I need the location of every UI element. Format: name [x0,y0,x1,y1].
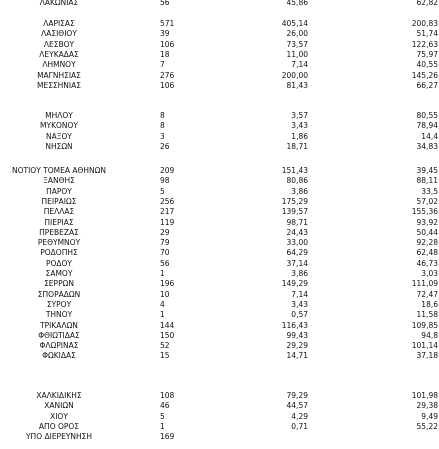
region-name-cell: ΝΟΤΙΟΥ ΤΟΜΕΑ ΑΘΗΝΩΝ [11,166,106,175]
region-name-cell: ΤΡΙΚΑΛΩΝ [40,320,78,330]
region-name-cell: ΡΟΔΟΥ [45,258,73,268]
value-b-cell: 44,57 [286,401,308,411]
value-b-cell: 14,71 [286,351,308,361]
region-name-cell: ΥΠΟ ΔΙΕΡΕΥΝΗΣΗ [25,432,93,442]
region-name-cell: ΣΥΡΟΥ [46,299,72,309]
value-b-cell: 175,29 [281,196,308,206]
region-name-cell: ΜΗΛΟΥ [45,111,73,120]
value-a-cell: 571 [160,19,175,28]
value-a-cell: 79 [160,238,170,248]
region-name-cell: ΠΕΙΡΑΙΩΣ [41,196,77,206]
table-row [0,29,439,39]
value-a-cell: 70 [160,248,170,258]
region-name-cell: ΠΡΕΒΕΖΑΣ [39,227,79,237]
value-a-cell: 5 [160,411,165,421]
table-row [0,279,439,289]
table-row [0,218,439,228]
value-c-cell: 80,55 [416,111,438,120]
region-name-cell: ΣΑΜΟΥ [45,269,73,278]
region-name-cell: ΜΕΣΣΗΝΙΑΣ [36,80,82,90]
table-row [0,197,439,207]
value-a-cell: 5 [160,186,165,196]
value-a-cell: 196 [160,279,175,289]
table-row [0,187,439,197]
table-row [0,321,439,331]
value-c-cell: 155,36 [411,207,438,217]
region-name-cell: ΡΕΘΥΜΝΟΥ [37,238,81,248]
table-row [0,142,439,152]
region-name-cell: ΣΠΟΡΑΔΩΝ [37,289,81,299]
region-name-cell: ΧΑΝΙΩΝ [44,401,74,411]
value-b-cell: 18,71 [286,141,308,151]
table-row [0,132,439,142]
value-c-cell: 92,28 [416,238,438,248]
value-a-cell: 56 [160,0,170,7]
table-row [0,121,439,131]
table-row [0,391,439,401]
region-name-cell: ΝΑΞΟΥ [46,131,72,141]
region-name-cell: ΛΗΜΝΟΥ [42,60,76,70]
value-c-cell: 34,83 [416,141,438,151]
value-a-cell: 217 [160,207,175,217]
region-name-cell: ΠΙΕΡΙΑΣ [44,217,74,227]
value-a-cell: 46 [160,401,170,411]
value-c-cell: 14,4 [421,131,438,141]
value-c-cell: 50,44 [416,227,438,237]
region-name-cell: ΦΛΩΡΙΝΑΣ [39,341,79,351]
table-row [0,331,439,341]
value-c-cell: 93,92 [416,217,438,227]
value-a-cell: 15 [160,351,170,361]
value-a-cell: 150 [160,330,175,340]
value-b-cell: 11,00 [286,49,308,59]
table-row [0,111,439,121]
value-b-cell: 98,71 [286,217,308,227]
value-b-cell: 139,57 [281,207,308,217]
value-a-cell: 8 [160,111,165,120]
value-c-cell: 11,58 [416,310,438,320]
table-row [0,412,439,422]
value-a-cell: 39 [160,29,170,39]
value-a-cell: 256 [160,196,175,206]
value-c-cell: 40,55 [416,60,438,70]
table-row [0,50,439,60]
value-b-cell: 37,14 [286,258,308,268]
region-name-cell: ΤΗΝΟΥ [45,310,73,320]
value-c-cell: 29,38 [416,401,438,411]
value-a-cell: 18 [160,49,170,59]
table-row [0,60,439,70]
table-row [0,300,439,310]
region-name-cell: ΧΑΛΚΙΔΙΚΗΣ [36,391,82,400]
value-b-cell: 3,43 [291,299,308,309]
table-row [0,0,439,8]
region-name-cell: ΦΘΙΩΤΙΔΑΣ [38,330,80,340]
value-b-cell: 151,43 [281,166,308,175]
value-c-cell: 55,22 [416,421,438,431]
value-c-cell: 18,6 [421,299,438,309]
region-name-cell: ΛΑΚΩΝΙΑΣ [39,0,79,7]
value-b-cell: 81,43 [286,80,308,90]
value-a-cell: 106 [160,80,175,90]
table-row [0,422,439,432]
value-c-cell: 57,02 [416,196,438,206]
value-a-cell: 29 [160,227,170,237]
value-c-cell: 78,94 [416,121,438,131]
value-a-cell: 106 [160,39,175,49]
value-b-cell: 3,43 [291,121,308,131]
region-name-cell: ΡΟΔΟΠΗΣ [40,248,78,258]
region-name-cell: ΜΥΚΟΝΟΥ [40,121,78,131]
region-name-cell: ΧΙΟΥ [50,411,68,421]
value-b-cell: 3,57 [291,111,308,120]
value-a-cell: 276 [160,70,175,80]
value-c-cell: 111,09 [411,279,438,289]
value-c-cell: 46,73 [416,258,438,268]
region-name-cell: ΜΑΓΝΗΣΙΑΣ [37,70,81,80]
table-row [0,310,439,320]
value-c-cell: 145,26 [411,70,438,80]
value-b-cell: 26,00 [286,29,308,39]
region-name-cell: ΦΩΚΙΔΑΣ [42,351,76,361]
value-c-cell: 101,98 [411,391,438,400]
value-c-cell: 88,11 [416,176,438,186]
table-row [0,40,439,50]
region-name-cell: ΛΕΣΒΟΥ [43,39,75,49]
value-a-cell: 1 [160,310,165,320]
value-a-cell: 169 [160,432,175,442]
table-row [0,238,439,248]
value-c-cell: 9,49 [421,411,438,421]
table-row [0,401,439,411]
value-b-cell: 3,86 [291,186,308,196]
table-row [0,351,439,361]
value-b-cell: 73,57 [286,39,308,49]
value-c-cell: 72,47 [416,289,438,299]
value-a-cell: 3 [160,131,165,141]
value-b-cell: 0,57 [291,310,308,320]
value-b-cell: 116,43 [281,320,308,330]
value-b-cell: 3,86 [291,269,308,278]
value-b-cell: 29,29 [286,341,308,351]
table-row [0,290,439,300]
region-name-cell: ΣΕΡΡΩΝ [44,279,74,289]
value-c-cell: 39,45 [416,166,438,175]
table-row [0,81,439,91]
value-a-cell: 98 [160,176,170,186]
value-c-cell: 51,74 [416,29,438,39]
region-name-cell: ΛΕΥΚΑΔΑΣ [39,49,79,59]
table-row [0,166,439,176]
value-c-cell: 109,85 [411,320,438,330]
value-c-cell: 37,18 [416,351,438,361]
value-a-cell: 8 [160,121,165,131]
value-a-cell: 56 [160,258,170,268]
value-b-cell: 79,29 [286,391,308,400]
table-row [0,176,439,186]
value-a-cell: 144 [160,320,175,330]
value-a-cell: 1 [160,421,165,431]
table-row [0,228,439,238]
value-c-cell: 3,03 [421,269,438,278]
value-a-cell: 1 [160,269,165,278]
value-b-cell: 0,71 [291,421,308,431]
region-name-cell: ΑΠΟ ΟΡΟΣ [38,421,80,431]
value-a-cell: 52 [160,341,170,351]
value-a-cell: 4 [160,299,165,309]
value-c-cell: 66,27 [416,80,438,90]
region-name-cell: ΠΑΡΟΥ [46,186,72,196]
value-b-cell: 149,29 [281,279,308,289]
table-row [0,341,439,351]
value-b-cell: 405,14 [281,19,308,28]
value-b-cell: 80,86 [286,176,308,186]
value-c-cell: 33,5 [421,186,438,196]
value-c-cell: 94,8 [421,330,438,340]
region-name-cell: ΛΑΣΙΘΙΟΥ [41,29,77,39]
value-b-cell: 64,29 [286,248,308,258]
table-row [0,432,439,442]
value-c-cell: 75,97 [416,49,438,59]
value-c-cell: 200,83 [411,19,438,28]
value-b-cell: 33,00 [286,238,308,248]
region-name-cell: ΝΗΣΩΝ [45,141,73,151]
value-c-cell: 101,14 [411,341,438,351]
value-a-cell: 209 [160,166,175,175]
table-row [0,207,439,217]
value-b-cell: 7,14 [291,60,308,70]
value-c-cell: 62,48 [416,248,438,258]
value-b-cell: 99,43 [286,330,308,340]
table-row [0,269,439,279]
table-row [0,19,439,29]
table-row [0,248,439,258]
value-b-cell: 7,14 [291,289,308,299]
value-b-cell: 45,86 [286,0,308,7]
value-c-cell: 62,82 [416,0,438,7]
value-a-cell: 26 [160,141,170,151]
value-c-cell: 122,63 [411,39,438,49]
value-a-cell: 119 [160,217,175,227]
region-name-cell: ΛΑΡΙΣΑΣ [43,19,75,28]
value-a-cell: 7 [160,60,165,70]
value-a-cell: 108 [160,391,175,400]
table-row [0,259,439,269]
table-row [0,71,439,81]
value-b-cell: 24,43 [286,227,308,237]
region-name-cell: ΠΕΛΛΑΣ [43,207,75,217]
value-b-cell: 200,00 [281,70,308,80]
value-b-cell: 4,29 [291,411,308,421]
value-b-cell: 1,86 [291,131,308,141]
region-name-cell: ΞΑΝΘΗΣ [43,176,75,186]
value-a-cell: 10 [160,289,170,299]
